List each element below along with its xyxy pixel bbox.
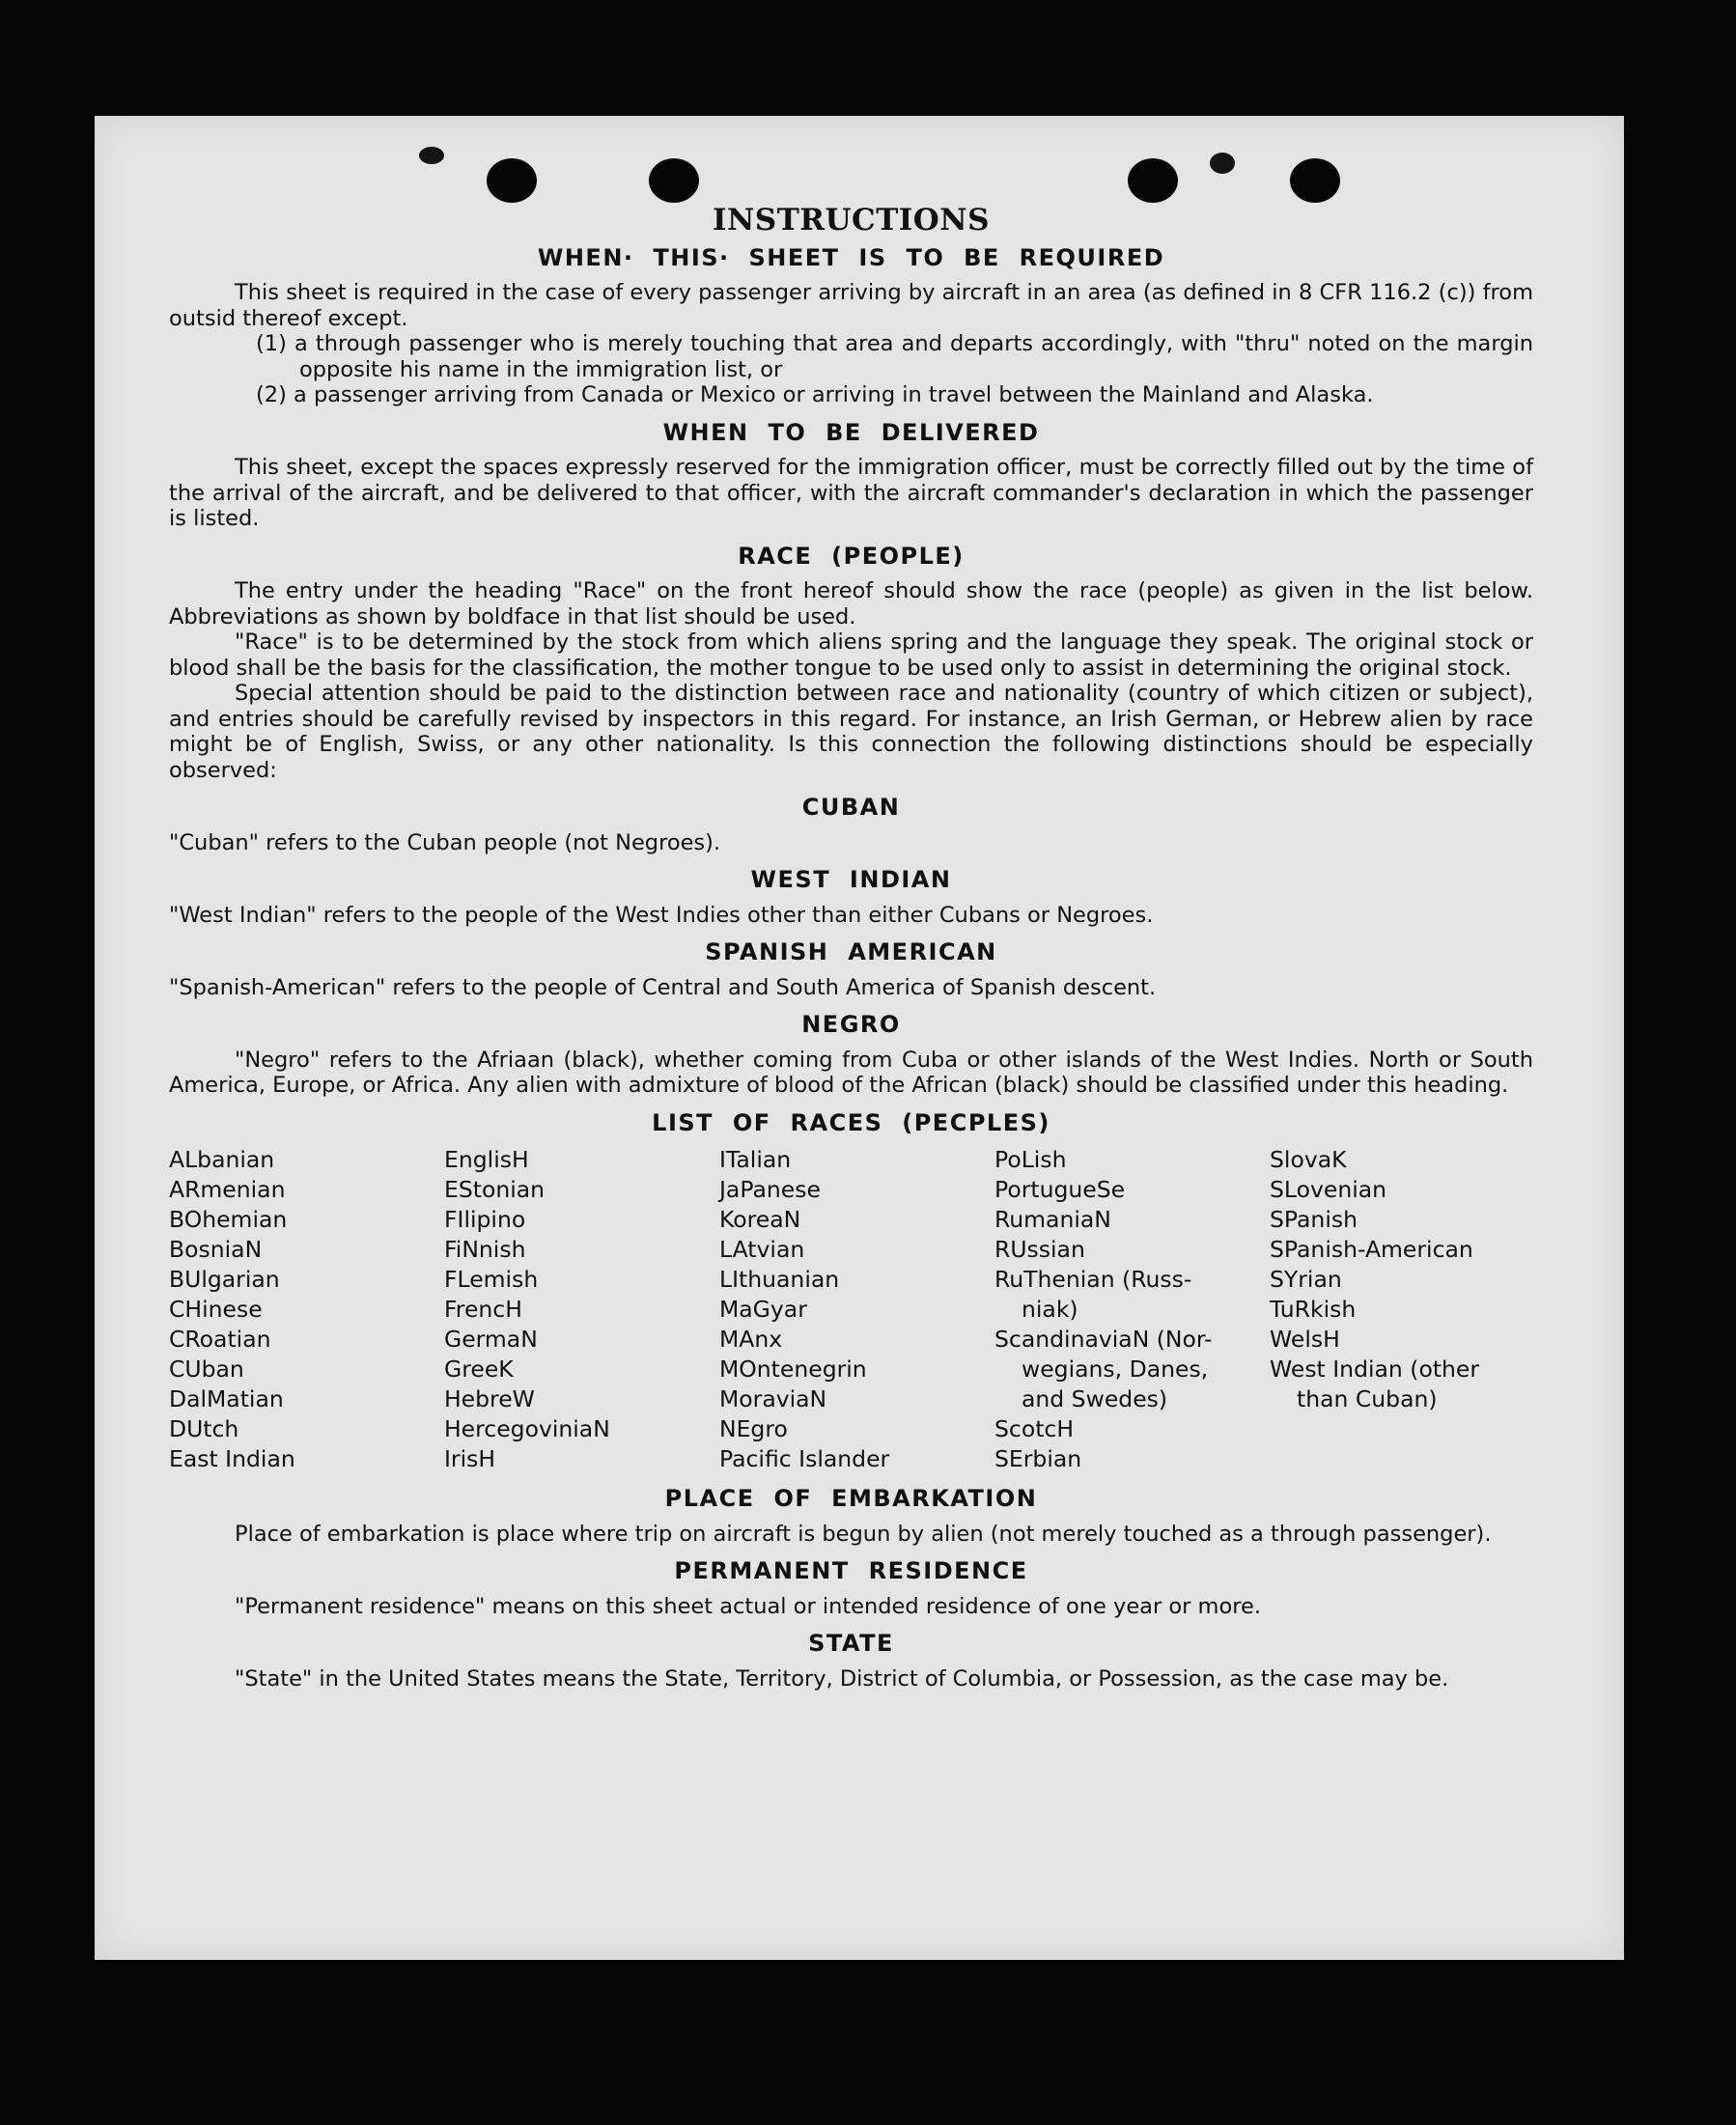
race-item: LIthuanian (719, 1266, 840, 1293)
state-text: "State" in the United States means the State, Territory, District of Columbia, or Possession, as the case may be. (235, 1665, 1449, 1692)
race-item: MAnx (719, 1326, 783, 1353)
race-paragraph: The entry under the heading "Race" on the front hereof should show the race (people) as given in the list below. Abbreviations as shown by boldface in that list should be used. (169, 578, 1533, 629)
race-item: ARmenian (169, 1176, 286, 1203)
section-heading-race: RACE (PEOPLE) (738, 542, 965, 570)
punch-hole (1128, 158, 1178, 203)
race-item: SYrian (1270, 1266, 1342, 1293)
west-indian-text: "West Indian" refers to the people of the West Indies other than either Cubans or Negroes. (169, 902, 1154, 928)
race-item: MOntenegrin (719, 1356, 867, 1383)
race-paragraph: Special attention should be paid to the distinction between race and nationality (country of which citizen or subject), and entries should be carefully revised by inspectors in this regard. For instance, an Irish German, or Hebrew alien by race might be of English, Swiss, or any other nationality. Is this connection the following distinctions should be especially observed: (169, 681, 1533, 783)
section-heading-cuban: CUBAN (801, 794, 901, 821)
race-column (1270, 1145, 1540, 1474)
race-item: HebreW (444, 1385, 535, 1412)
race-item: FiNnish (444, 1236, 526, 1263)
section-heading-list-of-races: LIST OF RACES (PECPLES) (652, 1108, 1050, 1136)
race-item: BUlgarian (169, 1266, 280, 1293)
instructions-body (169, 203, 1533, 1692)
race-item: PortugueSe (994, 1176, 1126, 1203)
race-item: WelsH (1270, 1326, 1340, 1353)
permanent-residence-text: "Permanent residence" means on this sheet actual or intended residence of one year or more. (235, 1593, 1261, 1619)
race-item: ScandinaviaN (Nor- (994, 1326, 1213, 1353)
race-item: SPanish-American (1270, 1236, 1473, 1263)
race-item: NEgro (719, 1415, 788, 1442)
race-column (444, 1145, 719, 1474)
race-item: than Cuban) (1297, 1385, 1438, 1412)
race-item: ALbanian (169, 1146, 275, 1173)
race-column (169, 1145, 444, 1474)
race-item: JaPanese (719, 1176, 821, 1203)
race-item: CRoatian (169, 1326, 271, 1353)
race-item: BOhemian (169, 1206, 288, 1233)
race-item: Pacific Islander (719, 1445, 890, 1472)
race-item: KoreaN (719, 1206, 801, 1233)
race-item: RumaniaN (994, 1206, 1111, 1233)
ink-speck (1210, 153, 1235, 174)
race-item: and Swedes) (1022, 1385, 1168, 1412)
section-heading-embarkation: PLACE OF EMBARKATION (664, 1485, 1038, 1512)
race-item: IrisH (444, 1445, 496, 1472)
negro-text: "Negro" refers to the Afriaan (black), whether coming from Cuba or other islands of the West Indies. North or South America, Europe, or Africa. Any alien with admixture of blood of the African (black) should be classified under this heading. (169, 1047, 1533, 1098)
section-heading-when-delivered: WHEN TO BE DELIVERED (662, 418, 1040, 446)
race-item: East Indian (169, 1445, 295, 1472)
race-item: FIlipino (444, 1206, 526, 1233)
race-item: DUtch (169, 1415, 239, 1442)
exception-1: (1) a through passenger who is merely touching that area and departs accordingly, with "thru" noted on the margin opposite his name in the immigration list, or (256, 331, 1533, 382)
race-item: niak) (1022, 1296, 1078, 1323)
race-item: PoLish (994, 1146, 1067, 1173)
race-item: BosniaN (169, 1236, 263, 1263)
race-item: MaGyar (719, 1296, 807, 1323)
race-column (719, 1145, 994, 1474)
punch-hole (1290, 158, 1340, 203)
race-item: CHinese (169, 1296, 263, 1323)
race-item: TuRkish (1270, 1296, 1357, 1323)
race-item: SLovenian (1270, 1176, 1387, 1203)
race-item: EnglisH (444, 1146, 529, 1173)
race-item: FLemish (444, 1266, 539, 1293)
race-item: RuThenian (Russ- (994, 1266, 1192, 1293)
section-heading-west-indian: WEST INDIAN (750, 866, 952, 893)
race-item: SPanish (1270, 1206, 1358, 1233)
race-item: DalMatian (169, 1385, 284, 1412)
race-item: GreeK (444, 1356, 514, 1383)
when-required-text: This sheet is required in the case of every passenger arriving by aircraft in an area (as defined in 8 CFR 116.2 (c)) from outsid thereof except. (169, 280, 1533, 331)
race-item: ITalian (719, 1146, 792, 1173)
race-column (994, 1145, 1270, 1474)
exception-2: (2) a passenger arriving from Canada or Mexico or arriving in travel between the Mainland and Alaska. (256, 382, 1374, 407)
race-paragraph: "Race" is to be determined by the stock from which aliens spring and the language they speak. The original stock or blood shall be the basis for the classification, the mother tongue to be used only to assist in determining the original stock. (169, 629, 1533, 681)
section-heading-permanent-residence: PERMANENT RESIDENCE (674, 1557, 1028, 1584)
race-item: SlovaK (1270, 1146, 1347, 1173)
race-item: ScotcH (994, 1415, 1075, 1442)
race-item: FrencH (444, 1296, 522, 1323)
cuban-text: "Cuban" refers to the Cuban people (not Negroes). (169, 829, 721, 855)
race-item: wegians, Danes, (1022, 1356, 1209, 1383)
section-heading-when-required: WHEN· THIS· SHEET IS TO BE REQUIRED (537, 243, 1165, 271)
race-item: HercegoviniaN (444, 1415, 610, 1442)
race-item: LAtvian (719, 1236, 805, 1263)
race-item: MoraviaN (719, 1385, 827, 1412)
page-title: INSTRUCTIONS (712, 203, 991, 238)
race-item: SErbian (994, 1445, 1082, 1472)
section-heading-spanish-american: SPANISH AMERICAN (705, 938, 997, 965)
section-heading-negro: NEGRO (801, 1011, 901, 1038)
race-item: CUban (169, 1356, 244, 1383)
section-heading-state: STATE (808, 1630, 894, 1657)
race-item: GermaN (444, 1326, 538, 1353)
punch-hole (649, 158, 699, 203)
race-list (169, 1145, 1533, 1474)
ink-speck (419, 147, 444, 164)
race-item: EStonian (444, 1176, 546, 1203)
when-delivered-text: This sheet, except the spaces expressly reserved for the immigration officer, must be correctly filled out by the time of the arrival of the aircraft, and be delivered to that officer, with the aircraft commander's declaration in which the passenger is listed. (169, 455, 1533, 531)
race-item: West Indian (other (1270, 1356, 1480, 1383)
punch-hole (487, 158, 537, 203)
spanish-american-text: "Spanish-American" refers to the people of Central and South America of Spanish descent. (169, 974, 1157, 1000)
race-item: RUssian (994, 1236, 1085, 1263)
embarkation-text: Place of embarkation is place where trip on aircraft is begun by alien (not merely touched as a through passenger). (235, 1521, 1492, 1547)
